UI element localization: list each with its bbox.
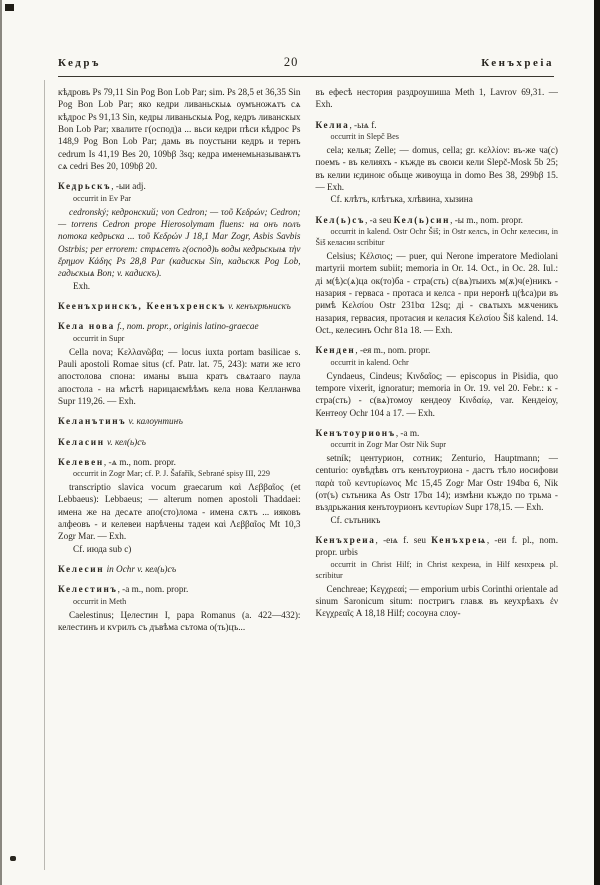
entry-cf: Cf. клѣтъ, клѣтъка, хлѣвина, хызина xyxy=(330,194,473,205)
cross-reference: v. кенъхрѣнискъ xyxy=(225,300,291,311)
entry-cf: Cf. сътьникъ xyxy=(330,514,381,525)
occurrit-line: occurrit in Slepč Bes xyxy=(330,131,399,141)
headword: Кенден xyxy=(315,345,356,356)
headword-grammar: , -ы m., nom. propr. xyxy=(450,214,523,225)
entry-kelia xyxy=(316,119,559,206)
occurrit-line: occurrit in Supr xyxy=(73,333,125,343)
headword: Келиа xyxy=(315,119,350,130)
headword: Кенътоурионъ xyxy=(315,427,396,438)
headword-grammar: , -ыи adj. xyxy=(111,181,146,192)
headword: Кедрьскъ xyxy=(58,181,112,192)
entry-kelestin-continuation: въ ефесѣ нестория раздроушиша Meth 1, Lavrov 69,31. — Exh. xyxy=(315,87,558,110)
cross-reference: v. калоунтинъ xyxy=(126,416,183,427)
headword-connector: , -а seu xyxy=(365,214,394,225)
entry-kelasin xyxy=(58,436,301,448)
text-columns xyxy=(58,86,558,875)
headword-grammar: , -ьѩ f. xyxy=(349,119,377,130)
entry-body: transcriptio slavica vocum graecarum καὶ Λεββαῖος (et Lebbaeus): Lebbaeus; — alterum nomen apostoli Thaddaei: имена же на десѧте апо(сто)лома - имена сѫтъ ... ияковъ алфеовъ - и келевеи нарѣчены тадеи καὶ Λεββαῖος Mt 10,3 Zogr Mar. — Exh. xyxy=(58,482,301,542)
occurrit-line: occurrit in Christ Hilf; in Christ кехреиа, in Hilf кенхреѩ pl. scribitur xyxy=(315,559,558,580)
cross-reference: in Ochr v. кел(ь)съ xyxy=(104,564,177,575)
entry-body: Caelestinus; Целестин I, papa Romanus (a. 422—432): келестинъ и кѵрилъ съ дъвѣма сътома о(ть)цъ... xyxy=(58,609,301,633)
headword: Келесин xyxy=(58,564,105,575)
entry-kelesin xyxy=(58,563,301,575)
entry-keenhrinsk xyxy=(58,300,301,312)
entry-kelestin xyxy=(58,583,301,633)
header-rule xyxy=(58,76,554,77)
scan-artifact-top-left xyxy=(5,4,14,11)
entry-kenturion xyxy=(316,427,559,526)
headword-grammar: , -ѧ m., nom. propr. xyxy=(103,456,176,467)
entry-body: cela; келья; Zelle; — domus, cella; gr. κελλίον: въ-же ча(с) поемъ - въ келияхъ - къжде въ своѥи кели Slepč-Mosk 5b 25; въ келии ѥдиноѥ обьще живоуща in domo Bes 38, 299bβ 15. — Exh. xyxy=(315,144,558,192)
scan-edge-right xyxy=(594,0,600,885)
running-head-right: Кенъхреіа xyxy=(481,57,554,69)
cross-reference: v. кел(ь)съ xyxy=(104,436,146,447)
left-column xyxy=(58,86,301,875)
occurrit-line: occurrit in Meth xyxy=(73,596,127,606)
headword-grammar: , -а m. xyxy=(395,427,420,438)
page-header xyxy=(58,55,554,70)
headword-grammar: , -а m., nom. propr. xyxy=(117,584,189,595)
right-column xyxy=(316,86,559,875)
entry-cf: Cf. июда sub c) xyxy=(73,543,132,554)
headword: Кенъхреиа xyxy=(315,535,376,546)
entry-kenden xyxy=(316,344,559,419)
entry-body: Celsius; Κέλσιος; — puer, qui Nerone imperatore Mediolani martyrii mortem subiit; memoria in Or. 14. Oct., in Oc. 28. Iul.: ді м(ѣ)с(ѧ)ца ок(то)ба - стра(сть) с(вѧ)тыихъ м(ѫ)ч(е)никъ - назария - герваса - протаса и келса - при неронѣ ц(ѣса)ри въ римѣ Κελσίου Ostr 231bα 12sq; ді - свѧтыхъ мѫченикъ назария, гервасия, протасия и келасия Κελσίου Šiš kalend. 14. Oct., келесинъ Ochr 81а 18. — Exh. xyxy=(315,250,558,335)
headword: Келанътинъ xyxy=(58,416,127,427)
entry-keleven xyxy=(58,456,301,555)
occurrit-line: occurrit in kalend. Ochr xyxy=(330,357,409,367)
entry-kedrsk xyxy=(58,180,301,292)
entry-kels xyxy=(316,214,559,337)
headword-grammar: f., nom. propr., originis latino-graecae xyxy=(114,321,259,332)
entry-kelantin xyxy=(58,415,301,427)
headword-connector: , -еѩ f. seu xyxy=(375,535,432,546)
entry-exh: Exh. xyxy=(73,280,91,291)
entry-body: cedronský; кедронский; von Cedron; — τοῦ Κεδρών; Cedron; — torrens Cedron prope Hierosolymam fluens: на онъ полъ потока кедрьска ... τοῦ Κεδρών J 18,1 Mar Zogr, Asbis Savbis Ostrbis; per errorem: стрѧсетъ г(оспод)ь воды кедрьскыѩ τὴν ἔρημον Κάδης Ps 28,8 Par (кадискы Sin, кадьскѫ Pog Lob, гадьскыѧ Bon; v. кадискъ). xyxy=(58,206,301,279)
headword: Келестинъ xyxy=(58,584,118,595)
entry-body: Cyndaeus, Cindeus; Κινδαῖος; — episcopus in Pisidia, quo tempore vixerit, ignoratur; memoria in Or. 19. vel 20. Febr.: к - стра(сть) - с(вѧ)томоу кендеоу Κινδαίῳ, var. Кендеіоу, Кентеоу Ochr 104 a 17. — Exh. xyxy=(315,370,558,418)
headword: Кел(ь)съ xyxy=(315,214,366,225)
entry-kedr-continuation: кѣдровъ Ps 79,11 Sin Pog Bon Lob Par; sim. Ps 28,5 et 36,35 Sin Pog Bon Lob Par; яко кедри ливаньскыѧ оумъножѧтъ сѧ кѣдрос Ps 91,13 Sin, кедры ливаньскыѧ Pog, кедръ ливанскых Bon Lob Par; хвалите г(оспод)а ... вьси кедри пѣси кѣдрос Ps 148,9 Pog Bon Lob Par; дамь въ поустыни кедръ и тернъ cedrum Is 41,19 Bes 20, 109bβ 3sq; кедра именемьназываѭтъ сѧ cedri Bes 20, 109bβ 20. xyxy=(58,87,301,171)
headword-variant: Кенъхреѩ xyxy=(431,535,487,546)
entry-kenhreia xyxy=(316,534,559,620)
page-number: 20 xyxy=(283,55,299,69)
headword: Келасин xyxy=(58,436,105,447)
entry-body: Cenchreae; Κεγχρεαί; — emporium urbis Corinthi orientale ad sinum Saronicum situm: постригъ главѫ въ кеухрѣахъ ἐν Κεγχρεαῖς A 18,18 Hilf; сосоуна слоу- xyxy=(315,583,558,619)
entry-body: setník; центурион, сотник; Zenturio, Hauptmann; — centurio: оувѣдѣвъ отъ кенътоуриона - дастъ тѣло иосифови παρὰ τοῦ κεντυρίωνος Mc 15,45 Zogr Mar Ostr 194bα 6, Nik (от(ъ) сътьника As Ostr 17bα 14); измѣни къждо по трьма - въздрьжания кенътоурионъ κεντυρίων Supr 178,15. — Exh. xyxy=(315,453,558,513)
occurrit-line: occurrit in Zogr Mar; cf. P. J. Šafařík, Sebrané spisy III, 229 xyxy=(73,469,270,479)
headword-variant: Кел(ь)син xyxy=(393,214,451,225)
headword: Кела нова xyxy=(58,321,115,332)
occurrit-line: occurrit in Zogr Mar Ostr Nik Supr xyxy=(330,440,447,450)
running-head-left: Кедръ xyxy=(58,57,101,69)
scan-artifact-bottom-left xyxy=(10,856,16,861)
entry-body: Cella nova; Κελλανῶβα; — locus iuxta portam basilicae s. Pauli apostoli Romae situs (cf. Patr. lat. 75, 243): мати же ѥго апостолова спона: иманы въша кратъ свѧтааго паула апостола - на мѣстѣ нарицаѥмѣѣмъ кела нова Келланѡва Supr 119,26. — Exh. xyxy=(58,346,301,406)
headword: Келевен xyxy=(58,456,104,467)
headword-grammar: , -еи f. pl., nom. propr. urbis xyxy=(315,535,558,558)
occurrit-line: occurrit in Ev Par xyxy=(73,193,131,203)
headword-grammar: , -ея m., nom. propr. xyxy=(355,345,431,356)
scan-fold-line xyxy=(44,80,45,870)
occurrit-line: occurrit in kalend. Ostr Ochr Šiš; in Ostr келсъ, in Ochr келесин, in Šiš келасин scribitur xyxy=(315,226,558,247)
entry-kela-nova xyxy=(58,320,301,407)
scan-edge-left xyxy=(0,0,2,885)
headword: Кеенъхринскъ, Кеенъхренскъ xyxy=(58,300,226,311)
